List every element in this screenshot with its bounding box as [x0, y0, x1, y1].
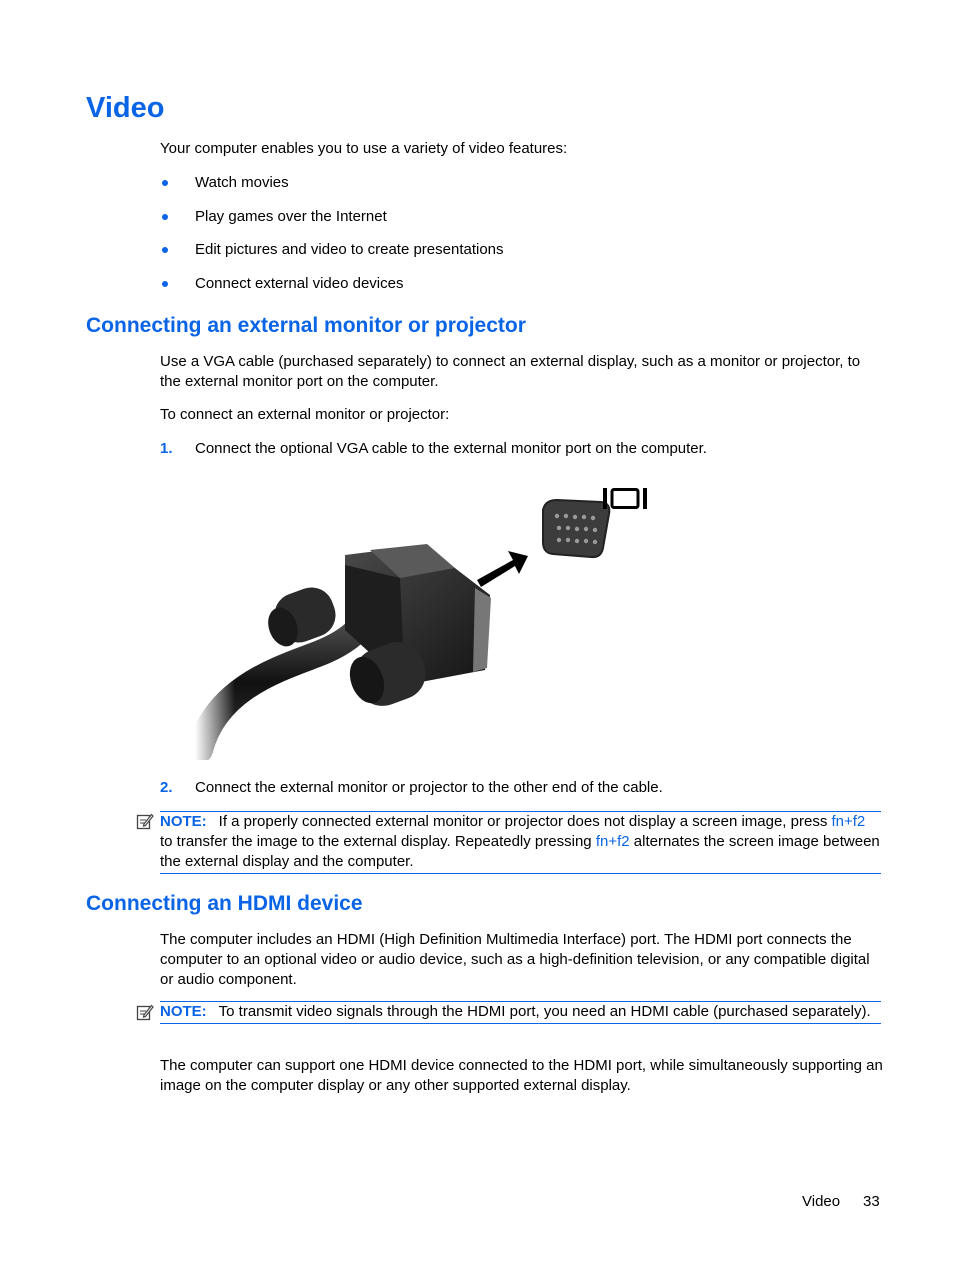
step-text: Connect the external monitor or projector to the other end of the cable. [195, 779, 663, 796]
bullet-icon [162, 247, 168, 253]
paragraph: To connect an external monitor or projector: [160, 406, 450, 423]
note-text: To transmit video signals through the HDMI port, you need an HDMI cable (purchased separately). [218, 1003, 871, 1020]
note-text: If a properly connected external monitor or projector does not display a screen image, press [218, 813, 828, 830]
bullet-icon [162, 180, 168, 186]
bullet-icon [162, 281, 168, 287]
note-box [160, 1001, 881, 1024]
section-heading-external-monitor: Connecting an external monitor or projector [86, 314, 526, 337]
step-number: 1. [160, 440, 173, 457]
list-item: Play games over the Internet [195, 208, 387, 225]
note-label: NOTE: [160, 1003, 207, 1020]
vga-cable-illustration [195, 470, 695, 760]
key-combo: fn+f2 [595, 833, 630, 850]
page-number: 33 [863, 1193, 880, 1210]
note-box [160, 811, 881, 874]
note-text: to transfer the image to the external display. Repeatedly pressing [160, 833, 592, 850]
paragraph: The computer can support one HDMI device connected to the HDMI port, while simultaneously supporting an image on the computer display or any other supported external display. [160, 1057, 883, 1094]
section-heading-hdmi: Connecting an HDMI device [86, 892, 363, 915]
note-pencil-icon [136, 812, 154, 830]
list-item: Connect external video devices [195, 275, 404, 292]
external-monitor-port-icon [602, 487, 648, 511]
paragraph: Use a VGA cable (purchased separately) to connect an external display, such as a monitor or projector, to the external monitor port on the computer. [160, 353, 861, 390]
intro-text: Your computer enables you to use a variety of video features: [160, 140, 568, 157]
step-text: Connect the optional VGA cable to the external monitor port on the computer. [195, 440, 707, 457]
note-label: NOTE: [160, 813, 207, 830]
page-title: Video [86, 92, 165, 124]
list-item: Edit pictures and video to create presentations [195, 241, 504, 258]
list-item: Watch movies [195, 174, 289, 191]
step-number: 2. [160, 779, 173, 796]
paragraph: The computer includes an HDMI (High Definition Multimedia Interface) port. The HDMI port connects the computer to an optional video or audio device, such as a high-definition television, or any compatible digital or audio component. [160, 931, 870, 988]
footer-section-name: Video [802, 1193, 841, 1210]
note-pencil-icon [136, 1003, 154, 1021]
note-text: alternates the screen image between the external display and the computer. [160, 833, 880, 870]
bullet-icon [162, 214, 168, 220]
key-combo: fn+f2 [831, 813, 866, 830]
